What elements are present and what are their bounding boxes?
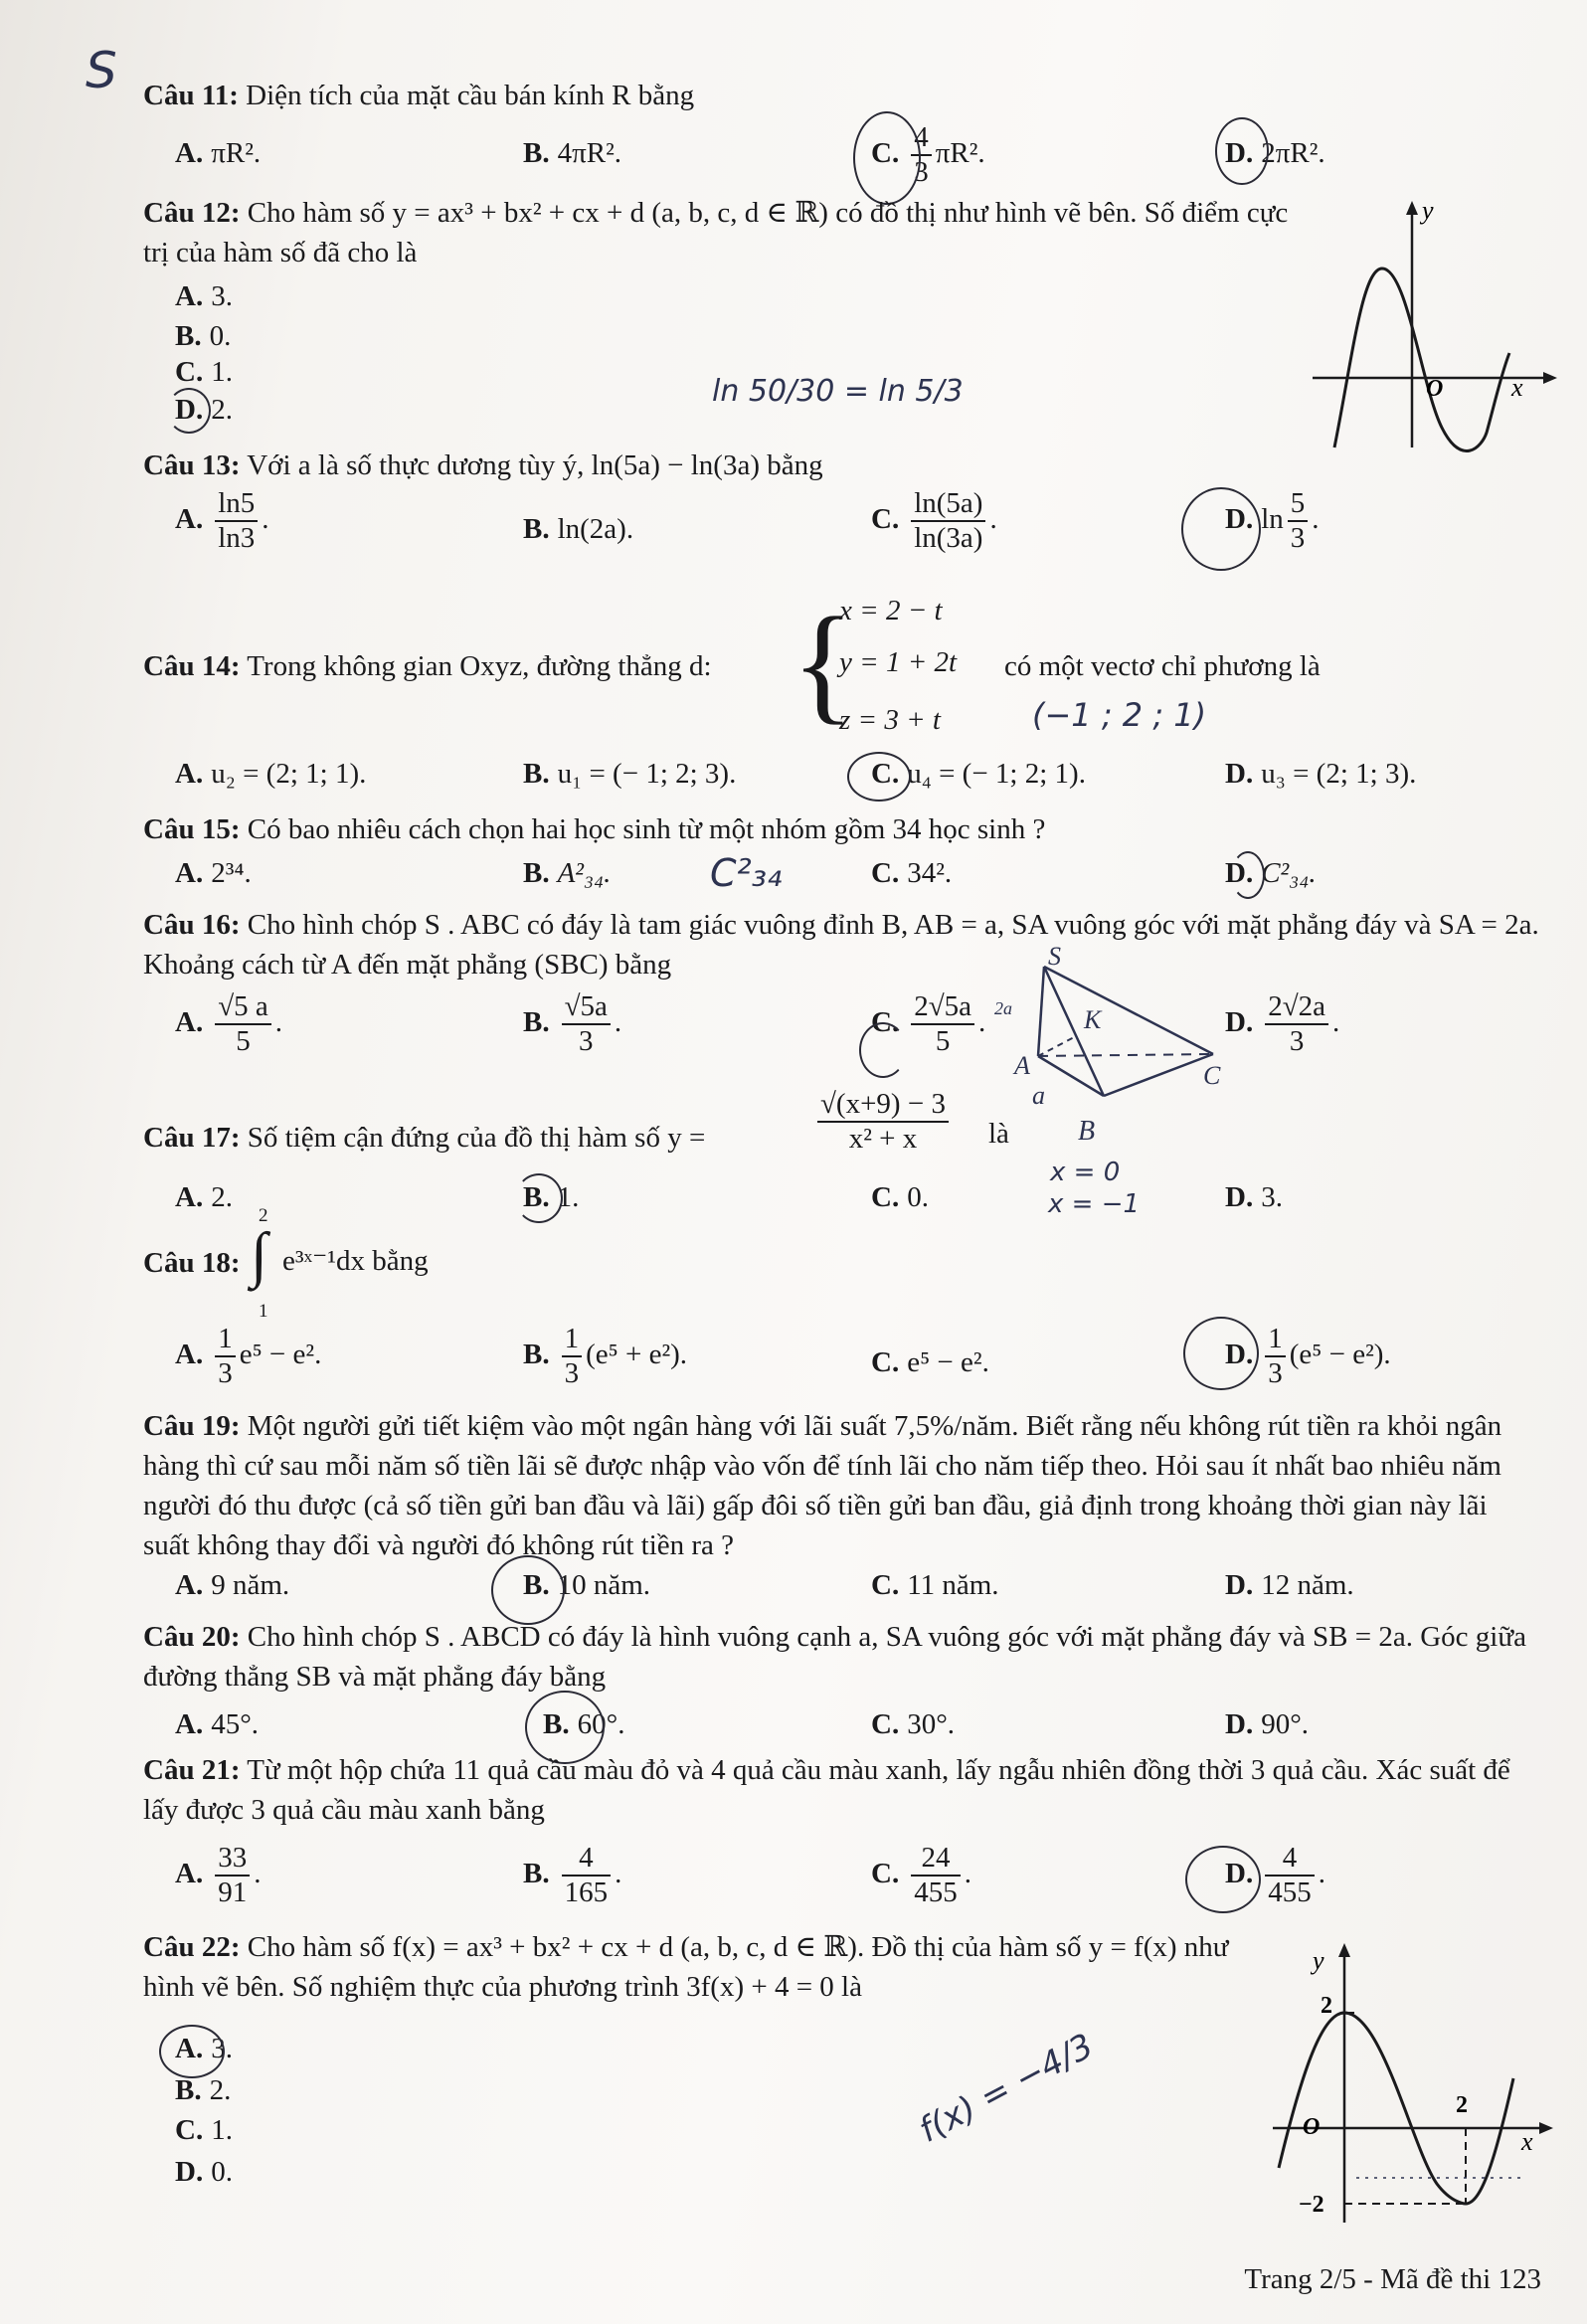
q17-text-2: là [988, 1118, 1009, 1150]
answer-circle [1185, 1846, 1261, 1913]
q20-option-b: B. 60°. [543, 1708, 625, 1740]
svg-text:C: C [1203, 1061, 1221, 1090]
q14-option-a: A. u₂ = (2; 1; 1). [175, 758, 367, 790]
answer-circle [1231, 851, 1265, 899]
q16-option-c: C. $\frac{2√5a}{5}$ . [871, 990, 986, 1058]
handwritten-note: ln 50/30 = ln 5/3 [712, 374, 964, 409]
x-axis-label: x [1521, 2127, 1533, 2156]
q20-option-d: D. 90°. [1225, 1708, 1310, 1740]
q22-option-a: A. 3. [175, 2033, 233, 2064]
handwritten-note: C²₃₄ [710, 851, 783, 895]
svg-text:A: A [1014, 1051, 1030, 1080]
q18-option-d: D. $\frac{1}{3}$ (e⁵ − e²). [1225, 1323, 1391, 1390]
q18-option-b: B. $\frac{1}{3}$ (e⁵ + e²). [523, 1323, 688, 1390]
handwritten-mark: S [86, 42, 117, 99]
q19-option-d: D. 12 năm. [1225, 1569, 1354, 1601]
exam-page: Câu 11: Diện tích của mặt cầu bán kính R bằng A. πR². B. 4πR². C. $\frac{4}{3}$ πR². D. 2πR². S Câu 12: Cho hàm số y = ax³ + bx² + cx + d (a, b, c, d ∈ ℝ) có đồ thị như hình vẽ bên. Số điểm cực trị của hàm số đã cho là A. 3. B. 0. C. 1. D. 2. y x O Câu 13: Với a là số thực dương tùy ý, ln(5a) − ln(3a) bằng A. $\frac{\ln 5}{\ln 3}$ . B. ln(2a). C. $\frac{\ln(5a)}{\ln(3a)}$ . D. ln $\frac{5}{3}$ . ln 50/30 = ln 5/3 Câu 14: Trong không gian Oxyz, đường thẳng d: { x = 2 − t y = 1 + 2t z = 3 + t có một vectơ chỉ phương là A. u₂ = (2; 1; 1). B. u₁ = (− 1; 2; 3). C. u₄ = (− 1; 2; 1). D. u₃ = (2; 1; 3). (−1 ; 2 ; 1) Câu 15: Có bao nhiêu cách chọn hai học sinh từ một nhóm gồm 34 học sinh ? A. 2³⁴. B. A²₃₄. C. 34². D. C²₃₄. C²₃₄ Câu 16: Cho hình chóp S . ABC có đáy là tam giác vuông đỉnh B, AB = a, SA vuông góc với mặt phẳng đáy và SA = 2a. Khoảng cách từ A đến mặt phẳng (SBC) bằng A. $\frac{√5 a}{5}$ . B. $\frac{√5a}{3}$ . C. $\frac{2√5a}{5}$ . D. $\frac{2√2a}{3}$ . S K C A B a 2a Câu 17: Số tiệm cận đứng của đồ thị hàm số y = $\frac{√(x+9) - 3}{\text{x² + x}}$ là A. 2. B. 1. C. 0. D. 3. x = 0 x = −1 Câu 18: 2 ∫ 1 e³ˣ⁻¹dx bằng A. $\frac{1}{3}$ e⁵ − e². B. $\frac{1}{3}$ (e⁵ + e²). C. e⁵ − e². D. $\frac{1}{3}$ (e⁵ − e²). Câu 19: Một người gửi tiết kiệm vào một ngân hàng với lãi suất 7,5%/năm. Biết rằng nếu không rút tiền ra khỏi ngân hàng thì cứ sau mỗi năm số tiền lãi sẽ được nhập vào vốn để tính lãi cho năm tiếp theo. Hỏi sau ít nhất bao nhiêu năm người đó thu được (cả số tiền gửi ban đầu và lãi) gấp đôi số tiền gửi ban đầu, giả định trong khoảng thời gian này lãi suất không thay đổi và người đó không rút tiền ra ? A. 9 năm. B. 10 năm. C. 11 năm. D. 12 năm. Câu 20: Cho hình chóp S . ABCD có đáy là hình vuông cạnh a, SA vuông góc với mặt phẳng đáy và SB = 2a. Góc giữa đường thẳng SB và mặt phẳng đáy bằng A. 45°. B. 60°. C. 30°. D. 90°. Câu 21: Từ một hộp chứa 11 quả cầu màu đỏ và 4 quả cầu màu xanh, lấy ngẫu nhiên đồng thời 3 quả cầu. Xác suất để lấy được 3 quả cầu màu xanh bằng A. $\frac{33}{91}$ . B. $\frac{4}{165}$ . C. $\frac{24}{455}$ . D. $\frac{4}{455}$ . Câu 22: Cho hàm số f(x) = ax³ + bx² + cx + d (a, b, c, d ∈ ℝ). Đồ thị của hàm số y = f(x) như hình vẽ bên. Số nghiệm thực của phương trình 3f(x) + 4 = 0 là A. 3. B. 2. C. 1. D. 0. f(x) = −4/3 y x O 2 2 −2 Trang 2/5 - Mã đề thi 123 [0, 0, 1587, 2324]
q22-option-c: C. 1. [175, 2114, 233, 2146]
q16-option-d: D. $\frac{2√2a}{3}$ . [1225, 990, 1340, 1058]
question-11-text [143, 76, 1539, 115]
q14-option-b: B. u₁ = (− 1; 2; 3). [523, 758, 737, 790]
question-14-text: Câu 14: Trong không gian Oxyz, đường thẳng d: [143, 650, 712, 682]
svg-text:K: K [1084, 1005, 1102, 1034]
q14-text-2: có một vectơ chỉ phương là [1004, 650, 1321, 682]
q17-option-b: B. 1. [523, 1181, 580, 1213]
answer-circle [1215, 117, 1269, 185]
q21-option-b: B. $\frac{4}{165}$ . [523, 1842, 622, 1909]
answer-circle [515, 1173, 563, 1223]
page-footer: Trang 2/5 - Mã đề thi 123 [1244, 2263, 1541, 2295]
origin-label: O [1426, 376, 1444, 402]
handwritten-note: x = −1 [1048, 1189, 1141, 1219]
q11-option-b: B. 4πR². [523, 137, 622, 169]
q12-option-c: C. 1. [175, 356, 233, 388]
question-15-text: Câu 15: Có bao nhiêu cách chọn hai học sinh từ một nhóm gồm 34 học sinh ? [143, 813, 1046, 845]
answer-circle [491, 1555, 565, 1625]
q21-option-a: A. $\frac{33}{91}$ . [175, 1842, 262, 1909]
q15-option-c: C. 34². [871, 857, 953, 889]
q16-pyramid-sketch [984, 945, 1243, 1144]
y-axis-label: y [1422, 199, 1434, 225]
y-axis-label: y [1313, 1946, 1324, 1975]
q17-option-d: D. 3. [1225, 1181, 1283, 1213]
answer-circle [853, 111, 921, 205]
question-17-text: Câu 17: Số tiệm cận đứng của đồ thị hàm số y = [143, 1122, 706, 1154]
question-20-text: Câu 20: Cho hình chóp S . ABCD có đáy là hình vuông cạnh a, SA vuông góc với mặt phẳng đáy và SB = 2a. Góc giữa đường thẳng SB và mặt phẳng đáy bằng [143, 1621, 1526, 1693]
q16-option-b: B. $\frac{√5a}{3}$ . [523, 990, 622, 1058]
answer-circle [847, 752, 911, 802]
q19-option-c: C. 11 năm. [871, 1569, 999, 1601]
q17-option-a: A. 2. [175, 1181, 233, 1213]
handwritten-note: f(x) = −4/3 [912, 2026, 1101, 2151]
q15-option-b: B. A²₃₄. [523, 857, 612, 889]
answer-circle [1183, 1317, 1259, 1390]
q14-option-c: C. u₄ = (− 1; 2; 1). [871, 758, 1086, 790]
q17-fraction: $\frac{√(x+9) - 3}{\text{x² + x}}$ [813, 1088, 953, 1157]
handwritten-note: x = 0 [1050, 1158, 1121, 1187]
question-19-text: Câu 19: Một người gửi tiết kiệm vào một ngân hàng với lãi suất 7,5%/năm. Biết rằng nếu không rút tiền ra khỏi ngân hàng thì cứ sau mỗi năm số tiền lãi sẽ được nhập vào vốn để tính lãi cho năm tiếp theo. Hỏi sau ít nhất bao nhiêu năm người đó thu được (cả số tiền gửi ban đầu và lãi) gấp đôi số tiền gửi ban đầu, giả định trong khoảng thời gian này lãi suất không thay đổi và người đó không rút tiền ra ? [143, 1410, 1502, 1561]
q12-option-d: D. 2. [175, 394, 233, 426]
y-tick-2: 2 [1321, 1993, 1332, 2019]
q13-option-c: C. $\frac{\ln(5a)}{\ln(3a)}$ . [871, 487, 997, 555]
question-21-text: Câu 21: Từ một hộp chứa 11 quả cầu màu đỏ và 4 quả cầu màu xanh, lấy ngẫu nhiên đồng thời 3 quả cầu. Xác suất để lấy được 3 quả cầu màu xanh bằng [143, 1754, 1510, 1826]
q20-option-c: C. 30°. [871, 1708, 956, 1740]
origin-label: O [1303, 2114, 1321, 2140]
svg-text:a: a [1032, 1081, 1045, 1110]
question-number: Câu 11: [143, 80, 239, 111]
q13-option-a: A. $\frac{\ln 5}{\ln 3}$ . [175, 487, 269, 555]
q14-option-d: D. u₃ = (2; 1; 3). [1225, 758, 1417, 790]
question-stem: Diện tích của mặt cầu bán kính R bằng [246, 80, 695, 111]
y-tick-neg2: −2 [1299, 2192, 1324, 2218]
q19-option-b: B. 10 năm. [523, 1569, 651, 1601]
handwritten-note: (−1 ; 2 ; 1) [1032, 696, 1207, 734]
q22-cubic-graph [1273, 1939, 1571, 2228]
q12-cubic-graph [1313, 199, 1561, 457]
answer-circle [859, 1022, 907, 1078]
q20-option-a: A. 45°. [175, 1708, 260, 1740]
q21-option-d: D. $\frac{4}{455}$ . [1225, 1842, 1325, 1909]
q22-option-b: B. 2. [175, 2074, 232, 2106]
q15-option-d: D. C²₃₄. [1225, 857, 1317, 889]
q11-option-c: C. $\frac{4}{3}$ πR². [871, 121, 985, 189]
q12-option-b: B. 0. [175, 320, 232, 352]
q22-option-d: D. 0. [175, 2156, 233, 2188]
svg-text:2a: 2a [994, 998, 1012, 1018]
q19-option-a: A. 9 năm. [175, 1569, 290, 1601]
x-axis-label: x [1511, 373, 1523, 402]
question-13-text: Câu 13: Với a là số thực dương tùy ý, ln(5a) − ln(3a) bằng [143, 449, 823, 481]
q11-option-d: D. 2πR². [1225, 137, 1325, 169]
answer-circle [167, 388, 211, 434]
q18-option-c: C. e⁵ − e². [871, 1346, 989, 1378]
question-12-text: Câu 12: Cho hàm số y = ax³ + bx² + cx + d (a, b, c, d ∈ ℝ) có đồ thị như hình vẽ bên. Số điểm cực trị của hàm số đã cho là [143, 197, 1289, 268]
q21-option-c: C. $\frac{24}{455}$ . [871, 1842, 971, 1909]
q18-option-a: A. $\frac{1}{3}$ e⁵ − e². [175, 1323, 322, 1390]
q17-option-c: C. 0. [871, 1181, 929, 1213]
question-16-text: Câu 16: Cho hình chóp S . ABC có đáy là tam giác vuông đỉnh B, AB = a, SA vuông góc với mặt phẳng đáy và SA = 2a. Khoảng cách từ A đến mặt phẳng (SBC) bằng [143, 909, 1539, 981]
q13-option-b: B. ln(2a). [523, 513, 634, 545]
question-18-text: Câu 18: [143, 1247, 241, 1279]
q13-option-d: D. ln $\frac{5}{3}$ . [1225, 487, 1320, 555]
question-22-text: Câu 22: Cho hàm số f(x) = ax³ + bx² + cx + d (a, b, c, d ∈ ℝ). Đồ thị của hàm số y = f(x) như hình vẽ bên. Số nghiệm thực của phương trình 3f(x) + 4 = 0 là [143, 1931, 1229, 2003]
x-tick-2: 2 [1456, 2092, 1468, 2118]
q15-option-a: A. 2³⁴. [175, 857, 252, 889]
svg-text:B: B [1078, 1116, 1096, 1144]
q12-option-a: A. 3. [175, 280, 233, 312]
q16-option-a: A. $\frac{√5 a}{5}$ . [175, 990, 282, 1058]
answer-circle [159, 2025, 225, 2078]
svg-text:S: S [1048, 945, 1061, 971]
q11-option-a: A. πR². [175, 137, 262, 169]
answer-circle [1181, 487, 1261, 571]
